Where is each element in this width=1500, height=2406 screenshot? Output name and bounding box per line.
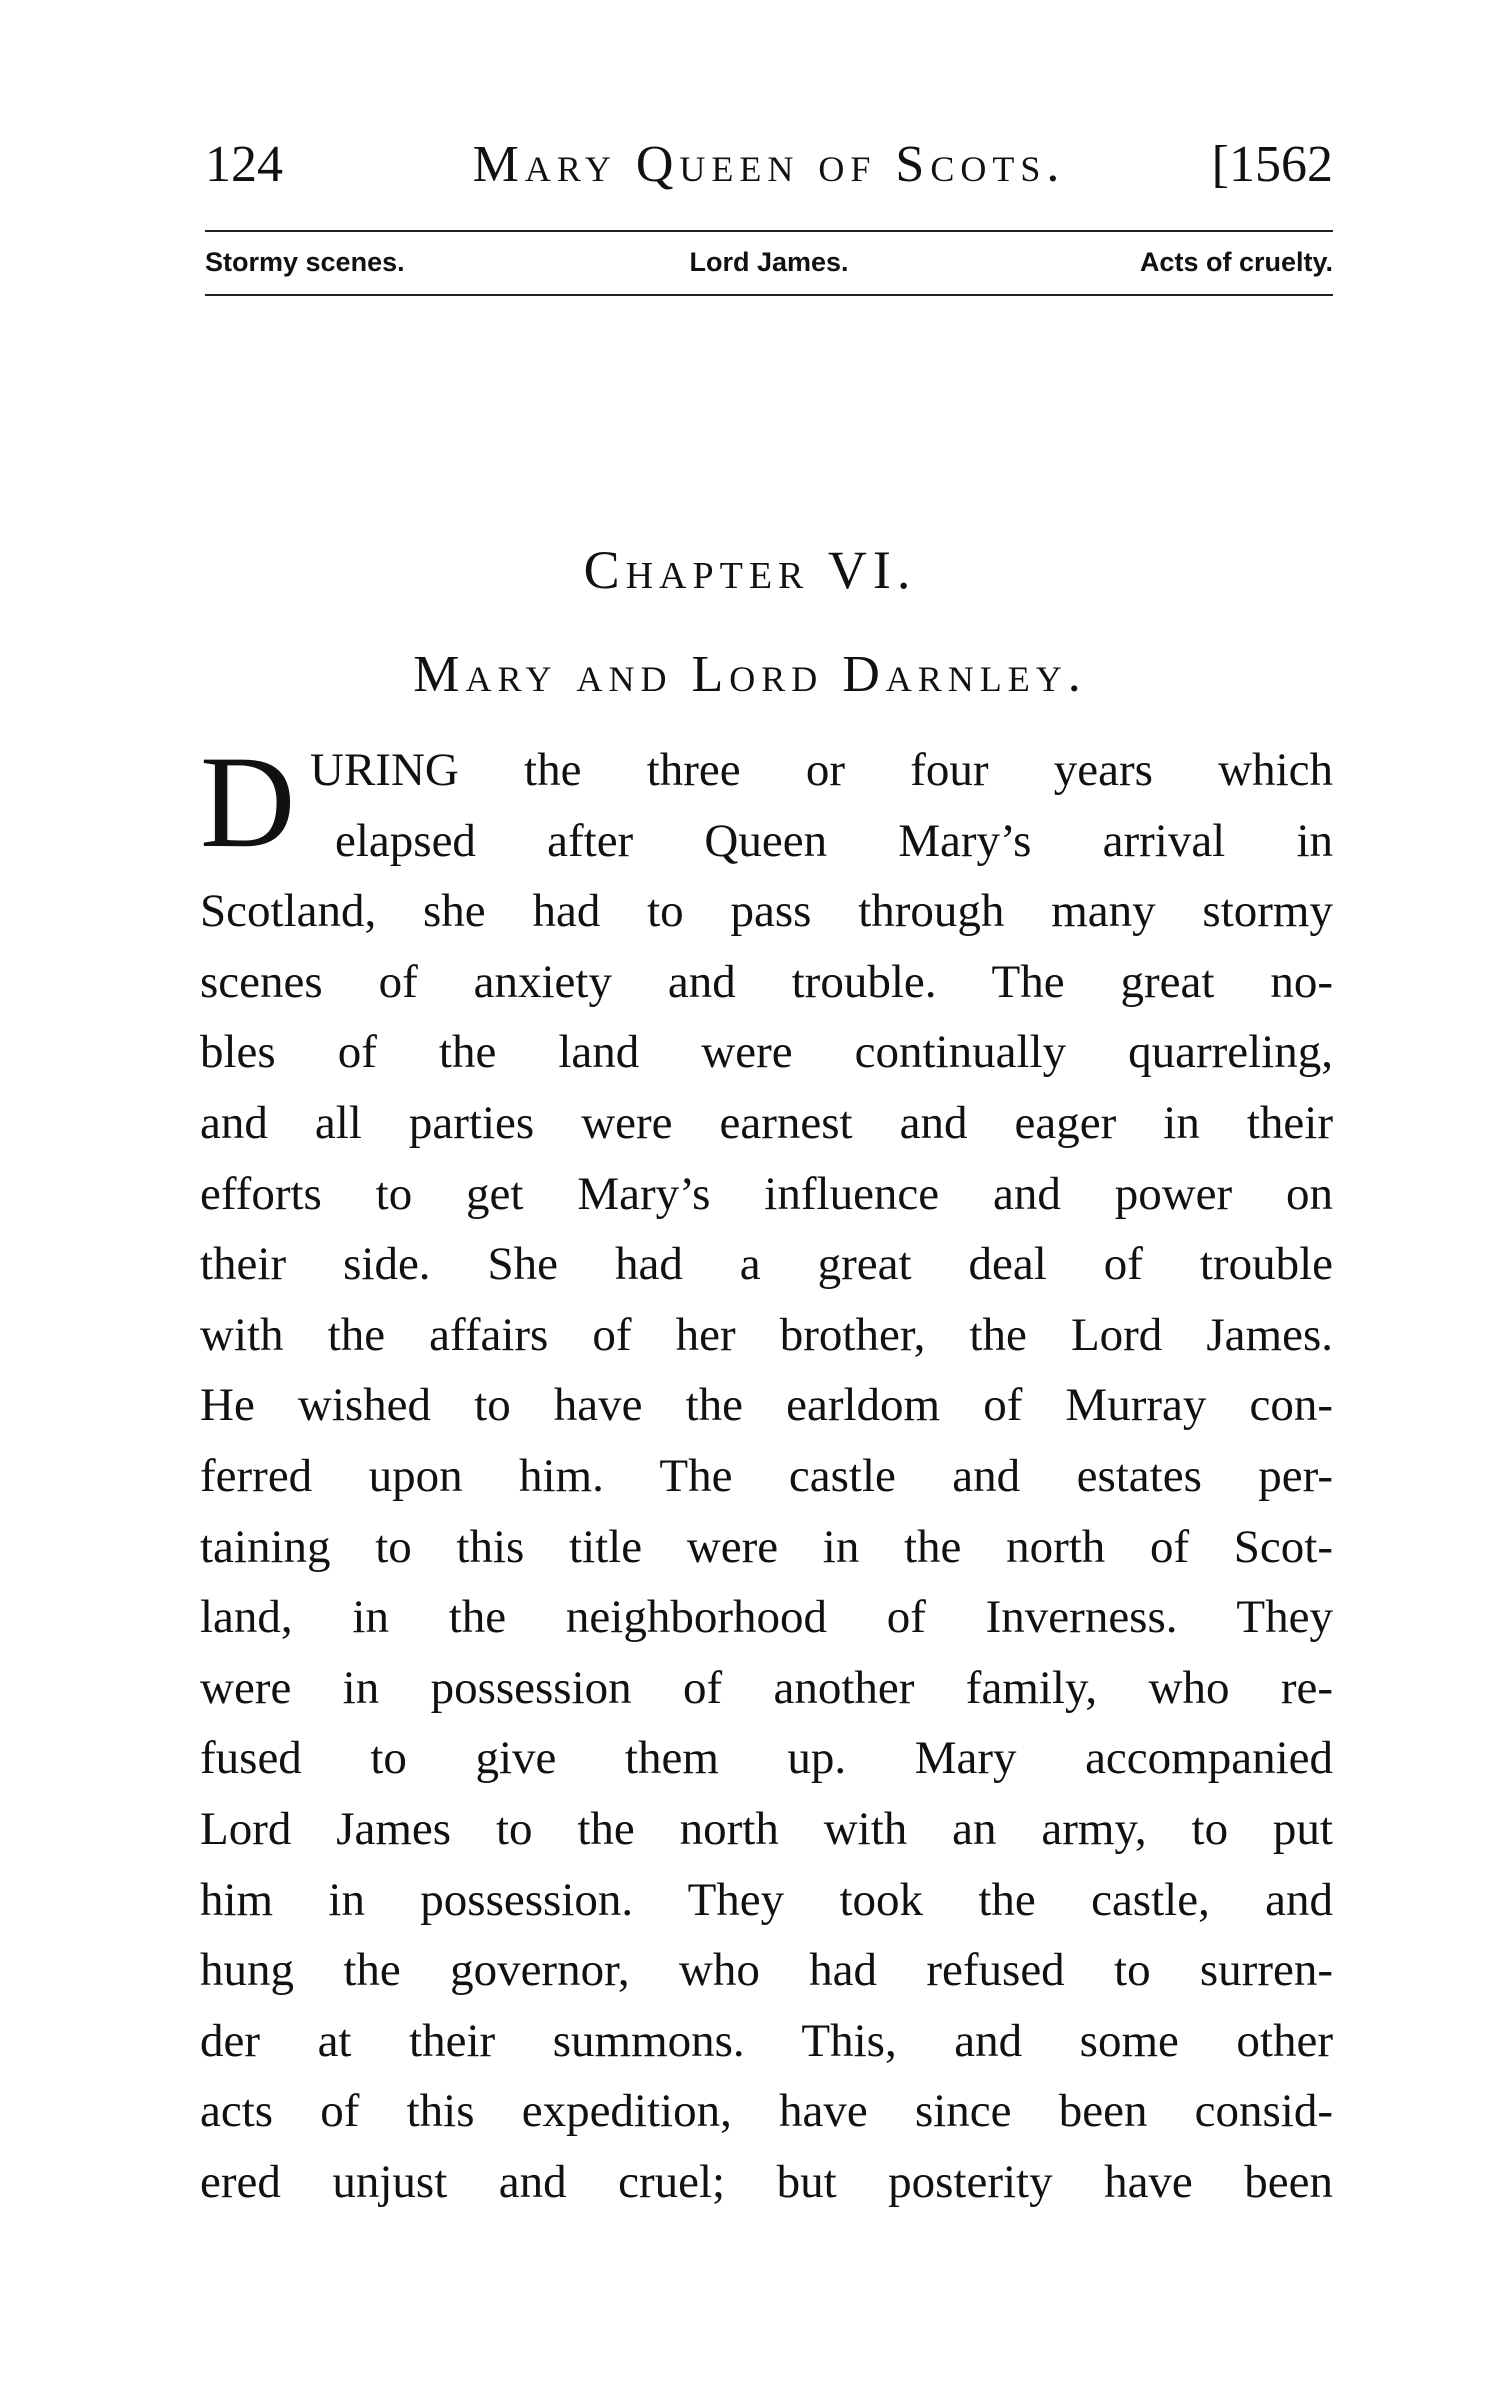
side-notes [205, 222, 1333, 292]
text-line: taining to this title were in the north of Scot- [200, 1520, 1333, 1573]
body-text [200, 728, 1333, 2217]
text-line: efforts to get Mary’s influence and power on [200, 1167, 1333, 1220]
text-line: hung the governor, who had refused to surren- [200, 1944, 1333, 1997]
text-line: URING the three or four years which [310, 744, 1333, 796]
text-line: their side. She had a great deal of trouble [200, 1238, 1333, 1291]
text-line: ered unjust and cruel; but posterity have been [200, 2155, 1333, 2208]
side-note-right: Acts of cruelty. [1139, 247, 1333, 277]
text-line: elapsed after Queen Mary’s arrival in [335, 814, 1333, 867]
side-notes-bottom-rule [205, 294, 1333, 296]
running-year: [1562 [1211, 136, 1333, 193]
text-line: acts of this expedition, have since been consid- [200, 2085, 1333, 2138]
text-line: were in possession of another family, who re- [200, 1661, 1333, 1714]
text-line: Scotland, she had to pass through many stormy [200, 885, 1333, 938]
text-line: and all parties were earnest and eager in their [200, 1096, 1333, 1149]
running-title: Mary Queen of Scots. [472, 136, 1066, 193]
text-line: der at their summons. This, and some other [200, 2014, 1333, 2067]
text-line: land, in the neighborhood of Inverness. They [200, 1591, 1333, 1644]
side-note-center: Lord James. [689, 247, 849, 277]
page-number: 124 [205, 136, 283, 193]
side-notes-top-rule [205, 230, 1333, 232]
text-line: fused to give them up. Mary accompanied [200, 1732, 1333, 1785]
running-head [205, 130, 1333, 200]
text-line: with the affairs of her brother, the Lord James. [200, 1308, 1333, 1361]
chapter-title: Mary and Lord Darnley. [413, 646, 1087, 703]
side-note-left: Stormy scenes. [205, 247, 405, 277]
text-line: bles of the land were continually quarreling, [200, 1026, 1333, 1079]
text-line: scenes of anxiety and trouble. The great no- [200, 955, 1333, 1008]
text-line: ferred upon him. The castle and estates per- [200, 1449, 1333, 1502]
chapter-number: Chapter VI. [583, 540, 917, 600]
drop-cap: D [200, 728, 296, 875]
text-line: Lord James to the north with an army, to put [200, 1802, 1333, 1855]
text-line: him in possession. They took the castle, and [200, 1873, 1333, 1926]
text-line: He wished to have the earldom of Murray con- [200, 1379, 1333, 1432]
